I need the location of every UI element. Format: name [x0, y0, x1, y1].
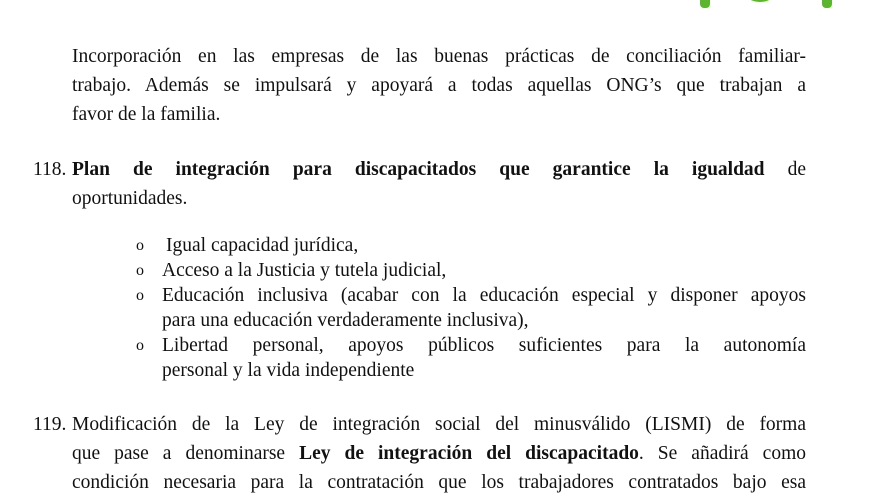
intro-line: favor de la familia. [72, 104, 221, 125]
item-118-number: 118. [33, 159, 67, 180]
list-item: o Educación inclusiva (acabar con la educación especial y disponer apoyos para una educación verdaderamente inclusiva), [136, 285, 806, 331]
item-118-bullet-list [136, 233, 806, 383]
item-118-heading [72, 155, 806, 213]
item-119-line-3: condición necesaria para la contratación que los trabajadores contratados bajo esa [72, 472, 806, 493]
intro-paragraph [72, 42, 806, 129]
item-119-line-1: Modificación de la Ley de integración social del minusválido (LISMI) de forma [72, 414, 806, 435]
list-item: o Igual capacidad jurídica, [136, 235, 359, 256]
item-118-title-rest: de [764, 159, 806, 180]
item-118-line-2: oportunidades. [72, 188, 188, 209]
intro-line: Incorporación en las empresas de las buenas prácticas de conciliación familiar- [72, 46, 806, 67]
list-item: o Libertad personal, apoyos públicos suficientes para la autonomía personal y la vida independiente [136, 335, 806, 381]
bullet-circle-icon: o [136, 237, 144, 254]
item-119-number: 119. [33, 414, 67, 435]
bullet-circle-icon: o [136, 287, 144, 304]
intro-line: trabajo. Además se impulsará y apoyará a todas aquellas ONG’s que trabajan a [72, 75, 806, 96]
item-119-bold-law-name: Ley de integración del discapacitado [299, 443, 639, 464]
item-118-bold-title: Plan de integración para discapacitados que garantice la igualdad [72, 159, 765, 180]
list-item: o Acceso a la Justicia y tutela judicial, [136, 260, 447, 281]
bullet-circle-icon: o [136, 337, 144, 354]
item-119-paragraph: Modificación de la Ley de integración social del minusválido (LISMI) de forma que pase a denominarse Ley de integración del discapacitado. Se añadirá como condición necesaria para la contratación que los trabajadores contratados bajo esa [72, 410, 806, 497]
brand-logo-icon [700, 0, 840, 8]
bullet-circle-icon: o [136, 262, 144, 279]
